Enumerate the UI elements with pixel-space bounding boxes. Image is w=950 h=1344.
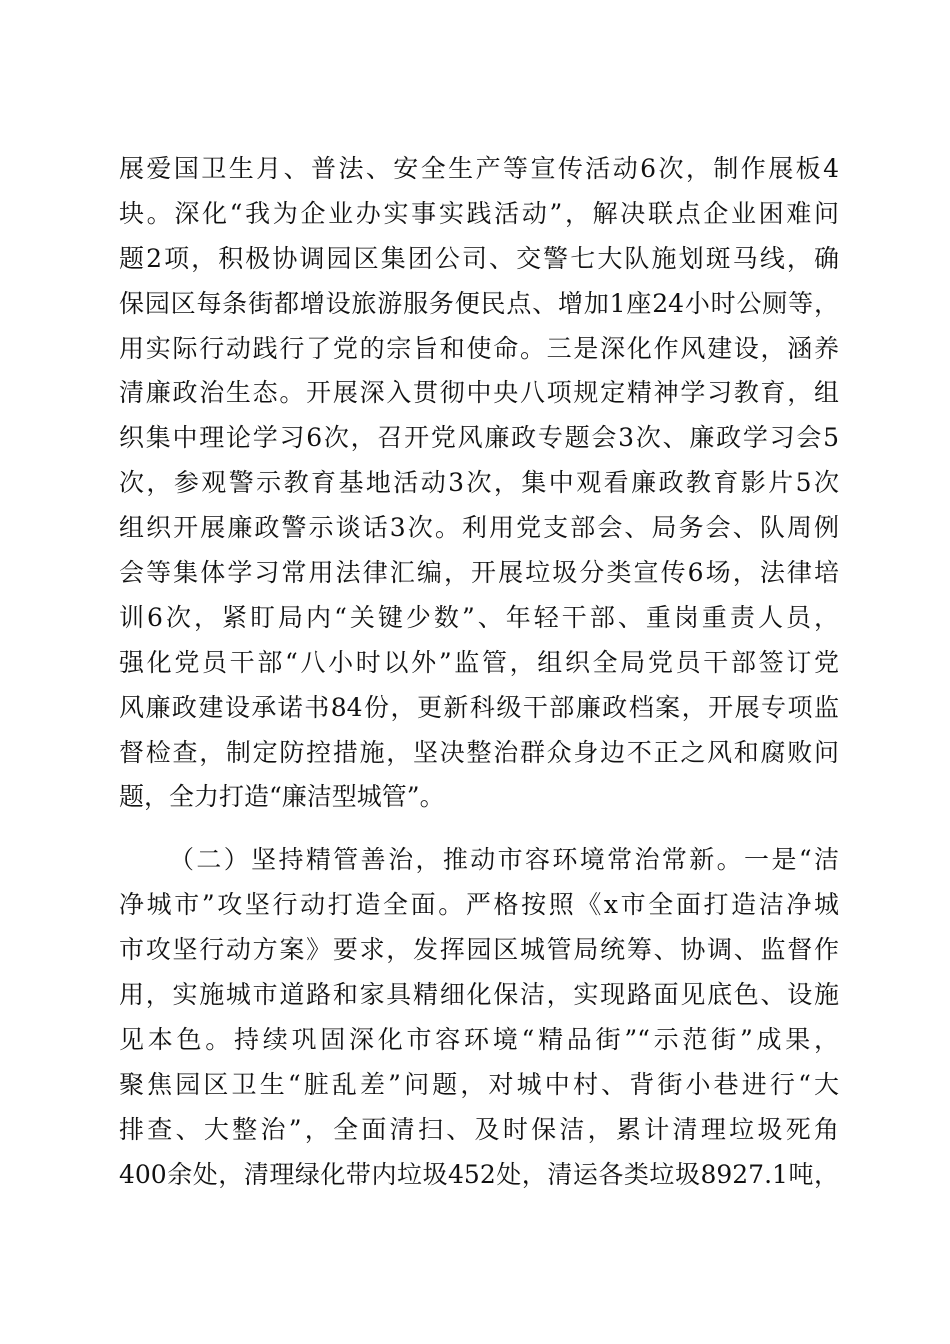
paragraph-spacer <box>119 820 839 838</box>
text-line: 保园区每条街都增设旅游服务便民点、增加1座24小时公厕等， <box>119 288 839 318</box>
text-line: 排查、大整治”，全面清扫、及时保洁，累计清理垃圾死角 <box>119 1114 839 1144</box>
text-line: 题，全力打造“廉洁型城管”。 <box>119 782 445 812</box>
paragraph-party-conduct <box>119 147 839 820</box>
text-line: 题2项，积极协调园区集团公司、交警七大队施划斑马线，确 <box>119 243 839 273</box>
text-line: 组织开展廉政警示谈话3次。利用党支部会、局务会、队周例 <box>119 513 839 543</box>
text-line: 净城市”攻坚行动打造全面。严格按照《x市全面打造洁净城 <box>119 890 839 920</box>
text-line: 市攻坚行动方案》要求，发挥园区城管局统筹、协调、监督作 <box>119 935 839 965</box>
text-line: 聚焦园区卫生“脏乱差”问题，对城中村、背街小巷进行“大 <box>119 1069 839 1099</box>
text-line: 展爱国卫生月、普法、安全生产等宣传活动6次，制作展板4 <box>119 154 839 183</box>
text-line: 强化党员干部“八小时以外”监管，组织全局党员干部签订党 <box>119 647 839 677</box>
text-line: 见本色。持续巩固深化市容环境“精品街”“示范街”成果， <box>119 1024 839 1054</box>
text-line: 训6次，紧盯局内“关键少数”、年轻干部、重岗重责人员， <box>119 602 839 632</box>
text-line: 用实际行动践行了党的宗旨和使命。三是深化作风建设，涵养 <box>119 333 839 363</box>
text-line: （二）坚持精管善治，推动市容环境常治常新。一是“洁 <box>169 845 839 875</box>
text-line: 用，实施城市道路和家具精细化保洁，实现路面见底色、设施 <box>119 980 839 1010</box>
text-line: 400余处，清理绿化带内垃圾452处，清运各类垃圾8927.1吨， <box>119 1159 839 1189</box>
text-line: 清廉政治生态。开展深入贯彻中央八项规定精神学习教育，组 <box>119 378 839 408</box>
text-line: 块。深化“我为企业办实事实践活动”，解决联点企业困难问 <box>119 198 839 228</box>
document-body <box>119 147 839 1197</box>
text-line: 督检查，制定防控措施，坚决整治群众身边不正之风和腐败问 <box>119 737 839 767</box>
text-line: 风廉政建设承诺书84份，更新科级干部廉政档案，开展专项监 <box>119 692 839 722</box>
text-line: 次，参观警示教育基地活动3次，集中观看廉政教育影片5次 <box>119 468 839 498</box>
text-line: 织集中理论学习6次，召开党风廉政专题会3次、廉政学习会5 <box>119 423 839 453</box>
text-line: 会等集体学习常用法律汇编，开展垃圾分类宣传6场，法律培 <box>119 558 839 588</box>
paragraph-city-environment <box>119 838 839 1197</box>
